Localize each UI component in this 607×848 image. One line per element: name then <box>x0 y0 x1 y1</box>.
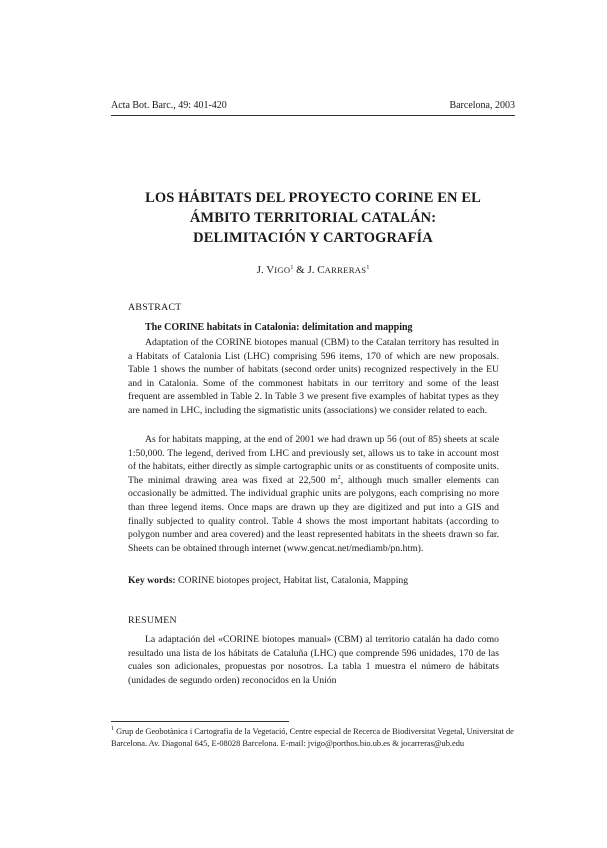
abstract-heading: ABSTRACT <box>128 302 182 313</box>
resumen-paragraph-1: La adaptación del «CORINE biotopes manual» (CBM) al territorio catalán ha dado como resultado una lista de los hábitats de Cataluña (LHC) que comprende 596 unidades, 170 de las cuales son adicionales, propuestas por nosotros. La tabla 1 muestra el número de hábitats (unidades de segundo orden) reconocidos en la Unión <box>128 634 499 686</box>
abstract-paragraph-2 <box>128 433 499 555</box>
affiliation-footnote <box>111 726 515 750</box>
author-2-affiliation-mark: 1 <box>366 265 370 271</box>
resumen-heading: RESUMEN <box>128 615 177 626</box>
author-2-surname: ARRERAS <box>324 265 367 275</box>
keywords-label: Key words: <box>128 575 176 586</box>
header-divider <box>111 115 515 116</box>
journal-citation: Acta Bot. Barc., 49: 401-420 <box>111 100 227 111</box>
keywords-text: CORINE biotopes project, Habitat list, Catalonia, Mapping <box>175 575 409 586</box>
footnote-mark: 1 <box>111 726 114 732</box>
place-year: Barcelona, 2003 <box>449 100 515 111</box>
abstract-p2-text-b: , although much smaller elements can occasionally be admitted. The individual graphic units are polygons, each comprising no more than three legend items. Once maps are drawn up they are digitized and put into a GIS and finally subjected to quality control. Table 4 shows the most important habitats (according to polygon number and area covered) and the least represented habitats in the sheets drawn so far. Sheets can be obtained through internet (www.gencat.net/mediamb/pn.htm). <box>128 474 500 554</box>
author-1-surname: IGO <box>274 265 291 275</box>
author-separator: & J. C <box>296 264 325 276</box>
squared-superscript: 2 <box>337 474 341 481</box>
keywords-line <box>128 575 499 586</box>
footnote-text: Grup de Geobotànica i Cartografia de la Vegetació, Centre especial de Recerca de Biodiversitat Vegetal, Universitat de Barcelona. Av. Diagonal 645, E-08028 Barcelona. E-mail: jvigo@porthos.bio.ub.es & jocarreras@ub.edu <box>111 727 514 749</box>
abstract-subtitle: The CORINE habitats in Catalonia: delimitation and mapping <box>145 322 413 333</box>
title-line-3: DELIMITACIÓN Y CARTOGRAFÍA <box>193 230 433 246</box>
title-line-1: LOS HÁBITATS DEL PROYECTO CORINE EN EL <box>145 190 481 206</box>
paper-title <box>111 188 515 248</box>
author-line <box>111 264 515 276</box>
abstract-p2-text-a: As for habitats mapping, at the end of 2001 we had drawn up 56 (out of 85) sheets at scale 1:50,000. The legend, derived from LHC and previously set, allows us to take in account most of the habitats, either directly as simple cartographic units or as constituents of composite units. The minimal drawing area was fixed at 22,500 m <box>128 434 499 486</box>
title-line-2: ÁMBITO TERRITORIAL CATALÁN: <box>189 210 437 226</box>
abstract-paragraph-1: Adaptation of the CORINE biotopes manual (CBM) to the Catalan territory has resulted in a Habitats of Catalonia List (LHC) comprising 596 items, 170 of which are new proposals. Table 1 shows the number of habitats (second order units) recognized respectively in the EU and in Catalonia. Some of the commonest habitats in our territory and some of the least frequent are assembled in Table 2. In Table 3 we present five examples of habitat types as they are named in LHC, including the sigmatistic units (associations) we consider related to each. <box>128 337 499 416</box>
running-header <box>111 100 515 111</box>
author-1-affiliation-mark: 1 <box>290 265 294 271</box>
author-1-initial: J. V <box>256 264 275 276</box>
footnote-divider <box>111 721 289 722</box>
